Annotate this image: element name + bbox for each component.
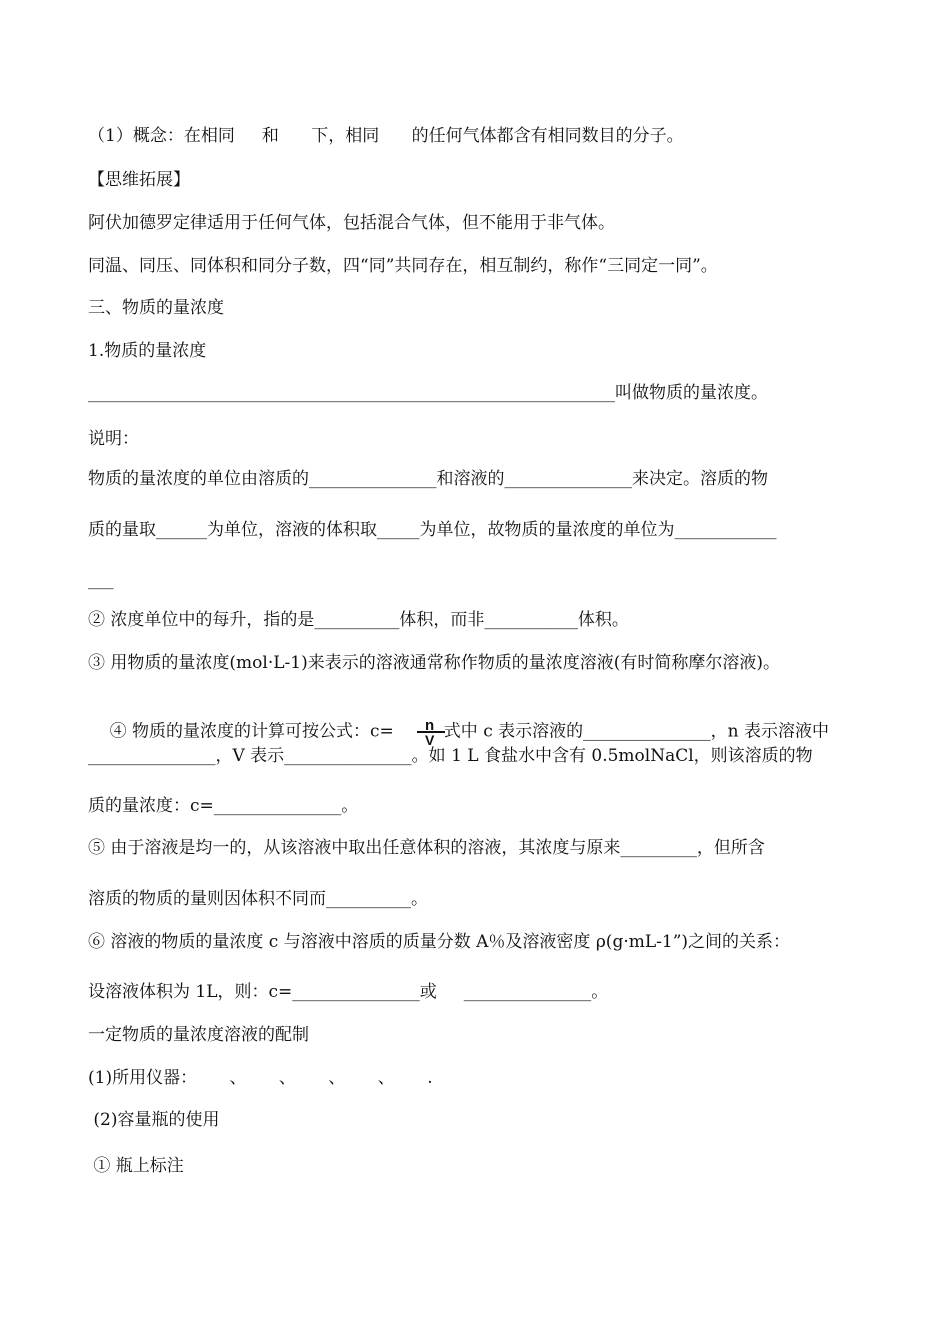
unit-description-line-3: ___ xyxy=(88,570,114,590)
explanation-label: 说明： xyxy=(88,429,139,449)
formula-denominator: V xyxy=(424,732,435,747)
formula-fraction xyxy=(416,717,448,747)
section-title-concentration: 三、物质的量浓度 xyxy=(88,298,224,318)
item-5-continuation: 溶质的物质的量则因体积不同而__________。 xyxy=(88,889,428,909)
item-4-suffix: 式中 c 表示溶液的_______________，n 表示溶液中 xyxy=(443,721,829,742)
avogadro-note: 阿伏加德罗定律适用于任何气体，包括混合气体，但不能用于非气体。 xyxy=(88,213,615,233)
item-4-continuation-1: _______________，V 表示_______________。如 1 L 食盐水中含有 0.5molNaCl，则该溶质的物 xyxy=(88,746,813,766)
item-5-line: ⑤ 由于溶液是均一的，从该溶液中取出任意体积的溶液，其浓度与原来_________，但所含 xyxy=(88,838,765,858)
fraction-graphic xyxy=(416,717,448,747)
preparation-heading: 一定物质的量浓度溶液的配制 xyxy=(88,1025,309,1045)
item-6-continuation: 设溶液体积为 1L，则：c=_______________或 _______________。 xyxy=(88,982,609,1002)
subsection-title: 1.物质的量浓度 xyxy=(88,341,207,361)
item-2-line: ② 浓度单位中的每升，指的是__________体积，而非___________体积。 xyxy=(88,610,629,630)
flask-label-heading: ① 瓶上标注 xyxy=(88,1156,184,1176)
item-4-prefix: ④ 物质的量浓度的计算可按公式：c= xyxy=(109,721,394,742)
section-heading-thinking: 【思维拓展】 xyxy=(88,170,190,190)
formula-numerator: n xyxy=(424,717,434,734)
same-conditions-note: 同温、同压、同体积和同分子数，四“同”共同存在，相互制约，称作“三同定一同”。 xyxy=(88,256,718,276)
definition-blank-line: ______________________________________________________________叫做物质的量浓度。 xyxy=(88,383,768,403)
flask-usage-heading: (2)容量瓶的使用 xyxy=(88,1110,220,1130)
concept-line: （1）概念：在相同 和 下，相同 的任何气体都含有相同数目的分子。 xyxy=(88,126,684,146)
item-6-line: ⑥ 溶液的物质的量浓度 c 与溶液中溶质的质量分数 A％及溶液密度 ρ(g·mL-1”)之间的关系： xyxy=(88,932,791,952)
instruments-line: (1)所用仪器： 、 、 、 、 . xyxy=(88,1068,433,1088)
item-3-line: ③ 用物质的量浓度(mol·L-1)来表示的溶液通常称作物质的量浓度溶液(有时简称摩尔溶液)。 xyxy=(88,653,780,673)
unit-description-line-2: 质的量取______为单位，溶液的体积取_____为单位，故物质的量浓度的单位为____________ xyxy=(88,520,777,540)
unit-description-line-1: 物质的量浓度的单位由溶质的_______________和溶液的_______________来决定。溶质的物 xyxy=(88,469,768,489)
item-4-continuation-2: 质的量浓度：c=_______________。 xyxy=(88,796,359,816)
